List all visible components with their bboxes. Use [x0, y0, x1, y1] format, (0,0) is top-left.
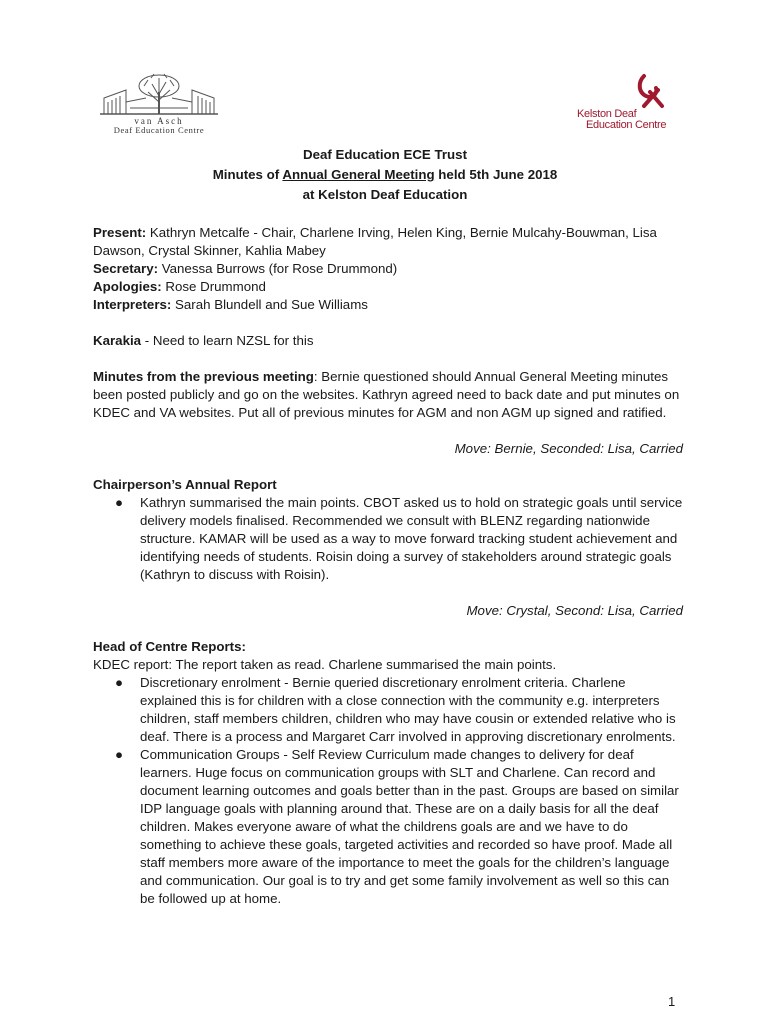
- discretionary-enrolment-bullet: Discretionary enrolment - Bernie queried discretionary enrolment criteria. Charlene explained this is for children with a close connection with the community e.g. interpreters children, staff members children, children who may have cousin or extended relative who is deaf. There is a process and Margaret Carr involved in approving discretionary enrolments.: [140, 675, 676, 744]
- karakia-text: - Need to learn NZSL for this: [141, 333, 314, 348]
- bullet-icon: ●: [115, 747, 124, 762]
- hand-sign-icon: [636, 72, 668, 110]
- list-item: [93, 674, 683, 746]
- centre-reports-heading: [93, 638, 683, 656]
- communication-groups-bullet: Communication Groups - Self Review Curriculum made changes to delivery for deaf learners. Huge focus on communication groups with SLT and Charlene. Can record and document learning outcomes and goals better than in the past. Groups are based on similar IDP language goals with planning around that. These are on a daily basis for all the deaf children. Makes everyone aware of what the childrens goals are and we have to do something to achieve these goals, targeted activities and recorded so have proof. Made all staff members more aware of the importance to meet the goals for the children’s language and communication. Our goal is to try and get some family involvement as well so this can be followed up at home.: [140, 747, 679, 906]
- chair-report-list: [93, 494, 683, 584]
- chair-report-heading: [93, 476, 683, 494]
- meeting-date: held 5th June 2018: [434, 167, 558, 182]
- logo-right-line2: Education Centre: [586, 119, 667, 131]
- interpreters-label: Interpreters:: [93, 297, 172, 312]
- secretary-label: Secretary:: [93, 261, 159, 276]
- previous-minutes-label: Minutes from the previous meeting: [93, 369, 314, 384]
- document-title: Deaf Education ECE Trust: [302, 147, 468, 162]
- meeting-location: at Kelston Deaf Education: [302, 187, 468, 202]
- secretary-line: [93, 260, 683, 278]
- logo-left-line2: Deaf Education Centre: [113, 125, 205, 135]
- van-asch-logo: [96, 72, 222, 134]
- karakia-line: [93, 332, 683, 350]
- tree-building-icon: [96, 72, 222, 116]
- page-number: 1: [668, 994, 676, 1009]
- present-text: Kathryn Metcalfe - Chair, Charlene Irving, Helen King, Bernie Mulcahy-Bouwman, Lisa Dawson, Crystal Skinner, Kahlia Mabey: [93, 225, 657, 258]
- present-label: Present:: [93, 225, 147, 240]
- previous-minutes-paragraph: [93, 368, 683, 422]
- meeting-title: [0, 167, 770, 182]
- centre-reports-list: [93, 674, 683, 908]
- logo-left-line1: van Asch: [134, 116, 184, 126]
- previous-minutes-motion: Move: Bernie, Seconded: Lisa, Carried: [454, 441, 683, 456]
- meeting-title-prefix: Minutes of: [212, 167, 283, 182]
- list-item: [93, 494, 683, 584]
- chair-report-heading-text: Chairperson’s Annual Report: [93, 477, 277, 492]
- chair-report-motion: Move: Crystal, Second: Lisa, Carried: [466, 603, 683, 618]
- secretary-text: Vanessa Burrows (for Rose Drummond): [158, 261, 398, 276]
- meeting-type: Annual General Meeting: [282, 167, 435, 182]
- minutes-body: [93, 224, 683, 908]
- bullet-icon: ●: [115, 495, 124, 510]
- interpreters-text: Sarah Blundell and Sue Williams: [171, 297, 368, 312]
- chair-report-bullet: Kathryn summarised the main points. CBOT asked us to hold on strategic goals until service delivery models finalised. Recommended we consult with BLENZ regarding nationwide structure. KAMAR will be used as a way to move forward tracking student achievement and identifying needs of students. Roisin doing a survey of stakeholders around strategic goals (Kathryn to discuss with Roisin).: [140, 495, 683, 582]
- apologies-line: [93, 278, 683, 296]
- apologies-label: Apologies:: [93, 279, 162, 294]
- centre-reports-heading-text: Head of Centre Reports:: [93, 639, 246, 654]
- bullet-icon: ●: [115, 675, 124, 690]
- present-line: [93, 224, 683, 260]
- kdec-report-intro: KDEC report: The report taken as read. Charlene summarised the main points.: [93, 657, 557, 672]
- karakia-label: Karakia: [93, 333, 142, 348]
- logo-right-line1: Kelston Deaf: [577, 108, 637, 120]
- interpreters-line: [93, 296, 683, 314]
- list-item: [93, 746, 683, 908]
- kelston-logo: [574, 72, 674, 132]
- previous-minutes-text: : Bernie questioned should Annual General Meeting minutes been posted publicly and go on the websites. Kathryn agreed need to back date and put minutes on KDEC and VA websites. Put all of previous minutes for AGM and non AGM up signed and ratified.: [93, 369, 680, 420]
- apologies-text: Rose Drummond: [161, 279, 266, 294]
